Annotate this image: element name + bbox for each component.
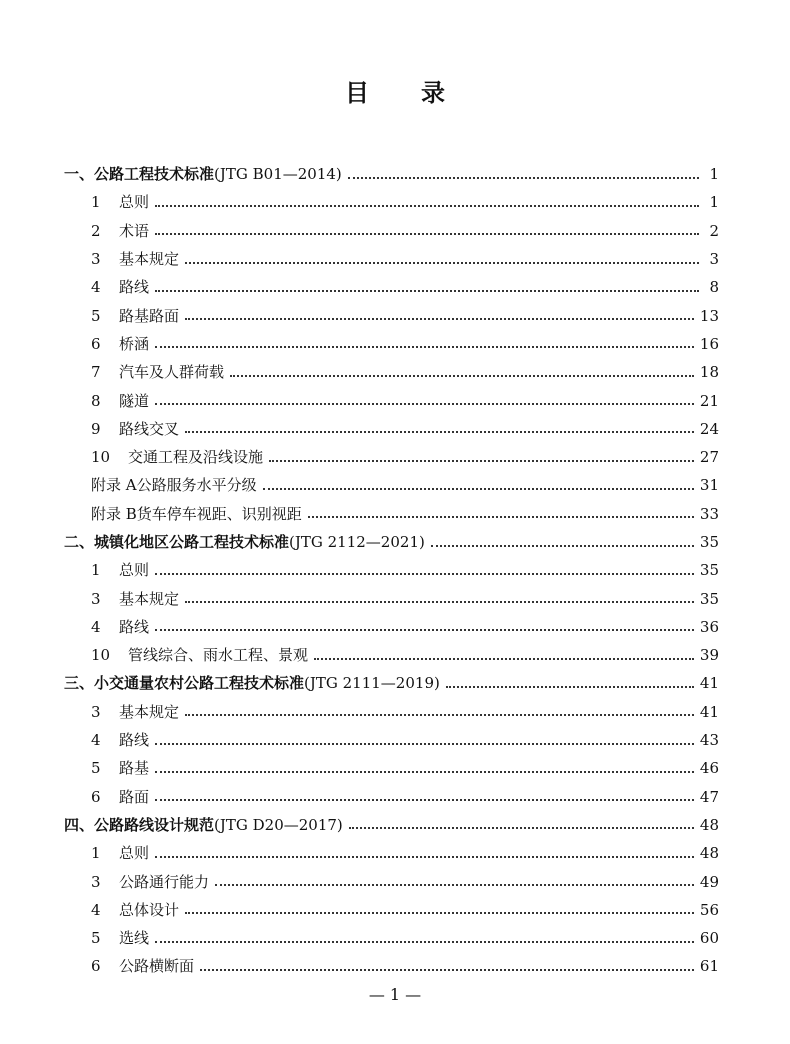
entry-title xyxy=(91,645,308,665)
toc-entry[interactable] xyxy=(64,896,719,924)
toc-entry[interactable] xyxy=(64,584,719,612)
dot-leader xyxy=(230,374,694,377)
dot-leader xyxy=(308,515,694,518)
section-title xyxy=(64,164,342,184)
toc-entry[interactable] xyxy=(64,301,719,329)
entry-label: 路线 xyxy=(119,278,150,297)
entry-number: 3 xyxy=(91,250,101,269)
toc-entry[interactable] xyxy=(64,188,719,216)
toc-entry[interactable] xyxy=(64,330,719,358)
page-ref: 31 xyxy=(699,476,719,495)
entry-title xyxy=(91,560,149,580)
page-ref: 1 xyxy=(709,165,719,184)
entry-title xyxy=(91,249,179,269)
page-ref: 27 xyxy=(699,448,719,467)
entry-number: 2 xyxy=(91,221,101,240)
entry-title xyxy=(91,843,149,863)
dot-leader xyxy=(155,289,699,292)
entry-label: 货车停车视距、识别视距 xyxy=(136,504,302,523)
section-code: (JTG D20—2017) xyxy=(214,815,343,834)
entry-number: 6 xyxy=(91,957,101,976)
dot-leader xyxy=(349,826,694,829)
page-ref: 21 xyxy=(699,391,719,410)
toc-entry[interactable] xyxy=(64,358,719,386)
toc-entry[interactable] xyxy=(64,415,719,443)
toc-entry[interactable] xyxy=(64,613,719,641)
dot-leader xyxy=(155,572,694,575)
page-ref: 33 xyxy=(699,504,719,523)
entry-number: 4 xyxy=(91,900,101,919)
page-title xyxy=(0,78,790,108)
page-ref: 35 xyxy=(699,561,719,580)
dot-leader xyxy=(185,600,694,603)
title-char-2: 录 xyxy=(421,79,445,107)
entry-title xyxy=(91,617,149,637)
entry-number: 3 xyxy=(91,589,101,608)
entry-label: 管线综合、雨水工程、景观 xyxy=(128,646,309,665)
entry-number: 1 xyxy=(91,193,101,212)
table-of-contents xyxy=(64,160,719,981)
entry-title xyxy=(91,362,224,382)
entry-label: 汽车及人群荷载 xyxy=(119,363,225,382)
toc-entry[interactable] xyxy=(64,754,719,782)
page-ref: 43 xyxy=(699,731,719,750)
page-ref: 41 xyxy=(699,702,719,721)
page-ref: 24 xyxy=(699,419,719,438)
toc-entry[interactable] xyxy=(64,443,719,471)
dot-leader xyxy=(155,402,694,405)
entry-label: 总则 xyxy=(119,193,150,212)
entry-label: 基本规定 xyxy=(119,589,180,608)
page-ref: 41 xyxy=(699,674,719,693)
toc-entry[interactable] xyxy=(64,556,719,584)
entry-label: 总则 xyxy=(119,844,150,863)
entry-title xyxy=(91,334,149,354)
page-ref: 2 xyxy=(709,221,719,240)
entry-title xyxy=(91,192,149,212)
dot-leader xyxy=(185,713,694,716)
dot-leader xyxy=(155,232,699,235)
dot-leader xyxy=(155,204,699,207)
entry-title xyxy=(91,306,179,326)
entry-title xyxy=(91,730,149,750)
section-code: (JTG 2111—2019) xyxy=(304,674,440,693)
toc-entry[interactable] xyxy=(64,952,719,980)
entry-label: 选线 xyxy=(119,929,150,948)
entry-title xyxy=(91,702,179,722)
dot-leader xyxy=(200,968,694,971)
toc-entry[interactable] xyxy=(64,924,719,952)
section-title-text: 四、公路路线设计规范 xyxy=(64,815,215,834)
dot-leader xyxy=(155,798,694,801)
toc-entry[interactable] xyxy=(64,698,719,726)
entry-number: 5 xyxy=(91,759,101,778)
entry-label: 总体设计 xyxy=(119,900,180,919)
dot-leader xyxy=(185,911,694,914)
page-ref: 48 xyxy=(699,844,719,863)
entry-label: 公路通行能力 xyxy=(119,872,210,891)
page-ref: 18 xyxy=(699,363,719,382)
section-code: (JTG 2112—2021) xyxy=(289,533,425,551)
entry-title xyxy=(91,928,149,948)
section-title xyxy=(64,673,440,693)
entry-label: 路线 xyxy=(119,617,150,636)
entry-label: 公路横断面 xyxy=(119,957,195,976)
dot-leader xyxy=(155,742,694,745)
toc-section-heading[interactable] xyxy=(64,669,719,697)
page-ref: 8 xyxy=(709,278,719,297)
dot-leader xyxy=(215,883,694,886)
entry-title xyxy=(91,872,209,892)
entry-title xyxy=(91,589,179,609)
page-ref: 46 xyxy=(699,759,719,778)
section-code: (JTG B01—2014) xyxy=(214,165,342,184)
entry-label: 路基 xyxy=(119,759,150,778)
toc-entry[interactable] xyxy=(64,867,719,895)
toc-entry[interactable] xyxy=(64,641,719,669)
page-ref: 13 xyxy=(699,306,719,325)
dot-leader xyxy=(185,430,694,433)
entry-label: 路线 xyxy=(119,731,150,750)
page-ref: 36 xyxy=(699,617,719,636)
entry-number: 1 xyxy=(91,844,101,863)
dot-leader xyxy=(155,940,694,943)
entry-label: 桥涵 xyxy=(119,334,150,353)
entry-number: 附录 A xyxy=(91,476,137,495)
entry-label: 路线交叉 xyxy=(119,419,180,438)
section-title-text: 一、公路工程技术标准 xyxy=(64,165,215,184)
dot-leader xyxy=(155,345,694,348)
toc-section-heading[interactable] xyxy=(64,160,719,188)
page-ref: 61 xyxy=(699,957,719,976)
toc-entry[interactable] xyxy=(64,471,719,499)
section-title-text: 三、小交通量农村公路工程技术标准 xyxy=(64,674,305,693)
entry-number: 8 xyxy=(91,391,101,410)
entry-title xyxy=(91,221,149,241)
entry-number: 9 xyxy=(91,419,101,438)
entry-number: 5 xyxy=(91,306,101,325)
toc-entry[interactable] xyxy=(64,245,719,273)
toc-entry[interactable] xyxy=(64,500,719,528)
entry-title xyxy=(91,419,179,439)
entry-label: 公路服务水平分级 xyxy=(136,476,257,495)
entry-number: 附录 B xyxy=(91,504,137,523)
entry-label: 术语 xyxy=(119,221,150,240)
toc-entry[interactable] xyxy=(64,726,719,754)
section-title xyxy=(64,815,343,835)
entry-number: 6 xyxy=(91,334,101,353)
entry-number: 3 xyxy=(91,872,101,891)
toc-section-heading[interactable] xyxy=(64,811,719,839)
entry-number: 6 xyxy=(91,787,101,806)
dot-leader xyxy=(446,685,694,688)
entry-title xyxy=(91,391,149,411)
entry-title xyxy=(91,475,257,495)
entry-number: 4 xyxy=(91,278,101,297)
page-ref: 1 xyxy=(709,193,719,212)
page-ref: 60 xyxy=(699,929,719,948)
page-ref: 47 xyxy=(699,787,719,806)
title-char-1: 目 xyxy=(345,79,369,107)
page-ref: 49 xyxy=(699,872,719,891)
dot-leader xyxy=(263,487,694,490)
entry-title xyxy=(91,956,194,976)
dot-leader xyxy=(185,317,694,320)
entry-number: 10 xyxy=(91,448,111,467)
dot-leader xyxy=(431,544,694,547)
entry-title xyxy=(91,900,179,920)
entry-number: 7 xyxy=(91,363,101,382)
toc-entry[interactable] xyxy=(64,386,719,414)
toc-entry[interactable] xyxy=(64,839,719,867)
dot-leader xyxy=(314,657,694,660)
toc-entry[interactable] xyxy=(64,273,719,301)
toc-entry[interactable] xyxy=(64,217,719,245)
entry-label: 隧道 xyxy=(119,391,150,410)
page-ref: 3 xyxy=(709,250,719,269)
entry-title xyxy=(91,504,302,524)
dot-leader xyxy=(348,176,699,179)
entry-label: 总则 xyxy=(119,561,150,580)
entry-label: 路基路面 xyxy=(119,306,180,325)
entry-title xyxy=(91,758,149,778)
entry-number: 1 xyxy=(91,561,101,580)
dot-leader xyxy=(185,261,699,264)
dot-leader xyxy=(155,770,694,773)
entry-number: 10 xyxy=(91,646,111,665)
entry-title xyxy=(91,277,149,297)
page-ref: 35 xyxy=(699,589,719,608)
entry-label: 路面 xyxy=(119,787,150,806)
entry-number: 3 xyxy=(91,702,101,721)
page-ref: 39 xyxy=(699,646,719,665)
entry-number: 4 xyxy=(91,617,101,636)
page-ref: 16 xyxy=(699,334,719,353)
entry-number: 5 xyxy=(91,929,101,948)
entry-label: 基本规定 xyxy=(119,250,180,269)
page-ref: 48 xyxy=(699,815,719,834)
dot-leader xyxy=(269,459,694,462)
entry-number: 4 xyxy=(91,731,101,750)
entry-title xyxy=(91,787,149,807)
section-title-text: 二、城镇化地区公路工程技术标准 xyxy=(64,533,290,551)
entry-label: 基本规定 xyxy=(119,702,180,721)
entry-title xyxy=(91,447,263,467)
section-title xyxy=(64,532,425,552)
toc-section-heading[interactable] xyxy=(64,528,719,556)
page-ref: 35 xyxy=(699,533,719,551)
page-ref: 56 xyxy=(699,900,719,919)
dot-leader xyxy=(155,855,694,858)
entry-label: 交通工程及沿线设施 xyxy=(128,448,264,467)
toc-entry[interactable] xyxy=(64,783,719,811)
page-number: — 1 — xyxy=(368,985,422,1004)
dot-leader xyxy=(155,628,694,631)
